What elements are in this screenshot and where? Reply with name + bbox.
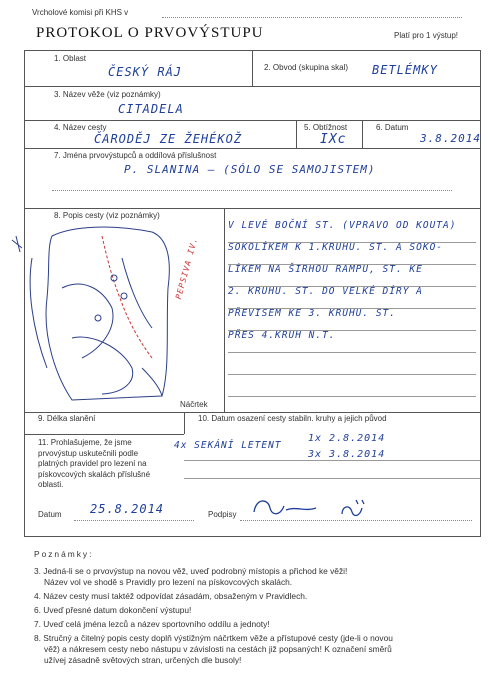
field-3-label: 3. Název věže (viz poznámky) <box>54 90 161 99</box>
field-8-label: 8. Popis cesty (viz poznámky) <box>54 211 160 220</box>
signature-scribble[interactable] <box>246 494 376 522</box>
note-item: 7. Uveď celá jména lezců a název sportovního oddílu a jednoty! <box>34 619 270 629</box>
note-item: 4. Název cesty musí taktéž odpovídat zásadám, obsaženým v Pravidlech. <box>34 591 308 601</box>
field-4-label: 4. Název cesty <box>54 123 107 132</box>
field-1-value[interactable]: ČESKÝ RÁJ <box>108 65 183 79</box>
note-item: Název vol ve shodě s Pravidly pro lezení na pískovcových skalách. <box>44 577 293 587</box>
route-line: 2. KRUHU. ST. DO VELKÉ DÍRY A <box>228 286 423 297</box>
route-line: PŘES 4.KRUH N.T. <box>228 330 336 341</box>
route-line: LÍKEM NA ŠIRHOU RAMPU, ST. KE <box>228 264 423 275</box>
field-6-label: 6. Datum <box>376 123 409 132</box>
field-6-value[interactable]: 3.8.2014 <box>420 132 481 145</box>
field-7-label: 7. Jména prvovýstupců a oddílová příslušnost <box>54 151 217 160</box>
field-10-date-2[interactable]: 3x 3.8.2014 <box>308 449 386 460</box>
field-10-left[interactable]: 4x SEKÁNÍ LETENT <box>174 440 282 451</box>
validity-note: Platí pro 1 výstup! <box>394 31 459 40</box>
route-line: PŘEVISEM KE 3. KRUHU. ST. <box>228 308 396 319</box>
route-line: V LEVÉ BOČNÍ ST. (VPRAVO OD KOUTA) <box>228 220 457 231</box>
statement-11: 11. Prohlašujeme, že jsme prvovýstup uskutečnili podle platných pravidel pro lezení na pískovcových skalách příslušné oblasti. <box>38 438 151 489</box>
field-10-label: 10. Datum osazení cesty stabiln. kruhy a jejich původ <box>198 414 387 423</box>
field-5-label: 5. Obtížnost <box>304 123 348 132</box>
notes-list <box>34 566 480 666</box>
field-3-value[interactable]: CITADELA <box>118 102 184 116</box>
protocol-form <box>24 8 482 684</box>
note-item: 8. Stručný a čitelný popis cesty doplň výstižným náčrtkem věže a přístupové cesty (jde-li o novou <box>34 633 393 643</box>
note-item: 6. Uveď přesné datum dokončení výstupu! <box>34 605 192 615</box>
notes-heading: Poznámky: <box>34 549 94 559</box>
field-5-value[interactable]: IXc <box>320 132 347 147</box>
date-label: Datum <box>38 510 62 519</box>
note-item: užívej zásadně světových stran, určených dle busoly! <box>44 655 242 665</box>
field-1-label: 1. Oblast <box>54 54 87 63</box>
note-item: 3. Jedná-li se o prvovýstup na novou věž, uveď podrobný místopis a přichod ke věži! <box>34 566 348 576</box>
sketch-label: PEPSIVA IV. <box>174 236 200 301</box>
field-7-value[interactable]: P. SLANINA — (SÓLO SE SAMOJISTEM) <box>124 163 376 176</box>
note-item: věž) a nákresem cesty nebo nástupu v závislosti na cestách již popsaných! K označení směrů <box>44 644 392 654</box>
date-value[interactable]: 25.8.2014 <box>90 502 165 516</box>
route-line: SOKOLÍKEM K 1.KRUHU. ST. A SOKO- <box>228 242 444 253</box>
field-2-label: 2. Obvod (skupina skal) <box>264 63 349 72</box>
sketch-caption: Náčrtek <box>180 400 208 409</box>
field-2-value[interactable]: BETLÉMKY <box>372 63 438 77</box>
signature-label: Podpisy <box>208 510 237 519</box>
field-9-label: 9. Délka slanění <box>38 414 96 423</box>
committee-line: Vrcholové komisi při KHS v <box>32 8 129 17</box>
form-title: PROTOKOL O PRVOVÝSTUPU <box>36 25 264 41</box>
field-4-value[interactable]: ČARODĚJ ZE ŽEHÉKOŽ <box>94 132 243 146</box>
committee-dotline <box>162 17 462 18</box>
field-10-date-1[interactable]: 1x 2.8.2014 <box>308 433 386 444</box>
